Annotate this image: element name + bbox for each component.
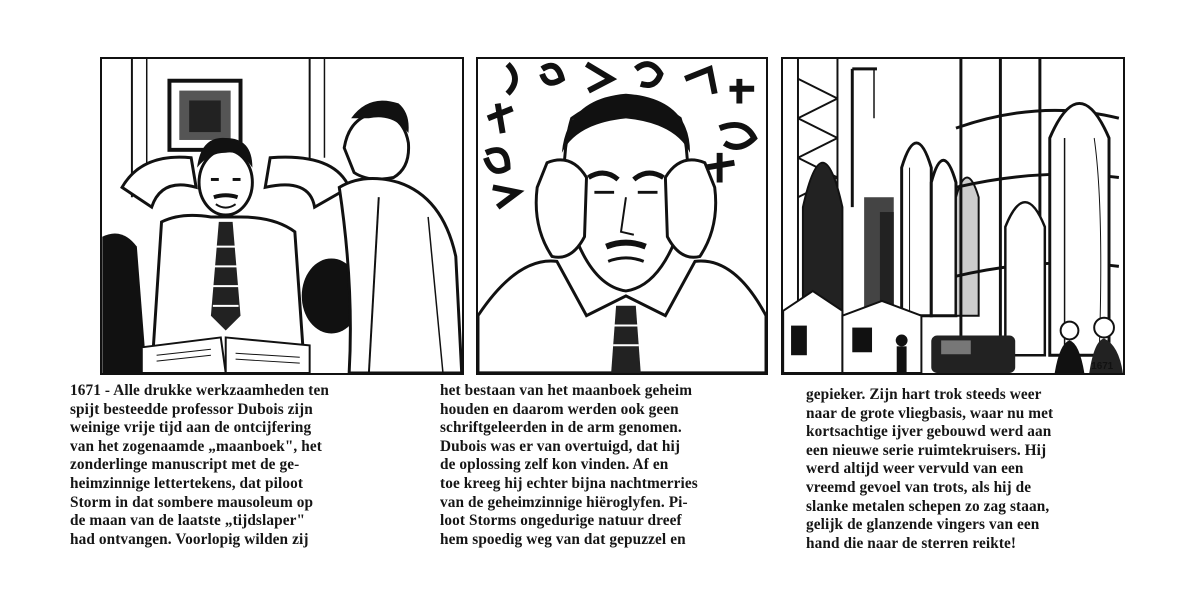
caption-line: een nieuwe serie ruimtekruisers. Hij <box>806 441 1047 459</box>
caption-line: spijt besteedde professor Dubois zijn <box>70 400 313 418</box>
caption-column-2 <box>440 382 770 549</box>
caption-line: het bestaan van het maanboek geheim <box>440 382 693 399</box>
caption-line: van de geheimzinnige hiëroglyfen. Pi- <box>440 493 688 511</box>
caption-line: heimzinnige lettertekens, dat piloot <box>70 474 304 492</box>
caption-line: slanke metalen schepen zo zag staan, <box>806 497 1050 515</box>
caption-line: hand die naar de sterren reikte! <box>806 534 1017 552</box>
caption-line: gepieker. Zijn hart trok steeds weer <box>806 386 1042 403</box>
caption-line: zonderlinge manuscript met de ge- <box>70 456 300 474</box>
caption-line: de maan van de laatste „tijdslaper" <box>70 512 306 530</box>
caption-line: gelijk de glanzende vingers van een <box>806 516 1040 534</box>
caption-column-1 <box>70 382 415 549</box>
caption-line: kortsachtige ijver gebouwd werd aan <box>806 423 1052 441</box>
professor-illustration <box>102 59 462 373</box>
comic-panel-headache <box>476 57 768 375</box>
caption-line: 1671 - Alle drukke werkzaamheden ten <box>70 382 329 399</box>
caption-line: hem spoedig weg van dat gepuzzel en <box>440 530 686 548</box>
caption-line: naar de grote vliegbasis, waar nu met <box>806 404 1054 422</box>
headache-illustration <box>478 59 766 373</box>
caption-line: de oplossing zelf kon vinden. Af en <box>440 456 669 474</box>
panel-number-label: 1671 <box>1091 361 1114 373</box>
caption-line: vreemd gevoel van trots, als hij de <box>806 478 1032 496</box>
caption-line: schriftgeleerden in de arm genomen. <box>440 419 682 437</box>
caption-line: Dubois was er van overtuigd, dat hij <box>440 437 681 455</box>
caption-line: van het zogenaamde „maanboek", het <box>70 437 322 455</box>
rocket-base-illustration <box>783 59 1123 373</box>
caption-line: Storm in dat sombere mausoleum op <box>70 493 314 511</box>
caption-line: weinige vrije tijd aan de ontcijfering <box>70 419 312 437</box>
comic-panel-professor <box>100 57 464 375</box>
comic-panel-rocket-base <box>781 57 1125 375</box>
caption-line: loot Storms ongedurige natuur dreef <box>440 512 682 530</box>
caption-line: toe kreeg hij echter bijna nachtmerries <box>440 474 698 492</box>
caption-column-3 <box>806 386 1131 553</box>
caption-line: had ontvangen. Voorlopig wilden zij <box>70 530 309 548</box>
caption-line: werd altijd weer vervuld van een <box>806 460 1024 478</box>
caption-line: houden en daarom werden ook geen <box>440 400 679 418</box>
